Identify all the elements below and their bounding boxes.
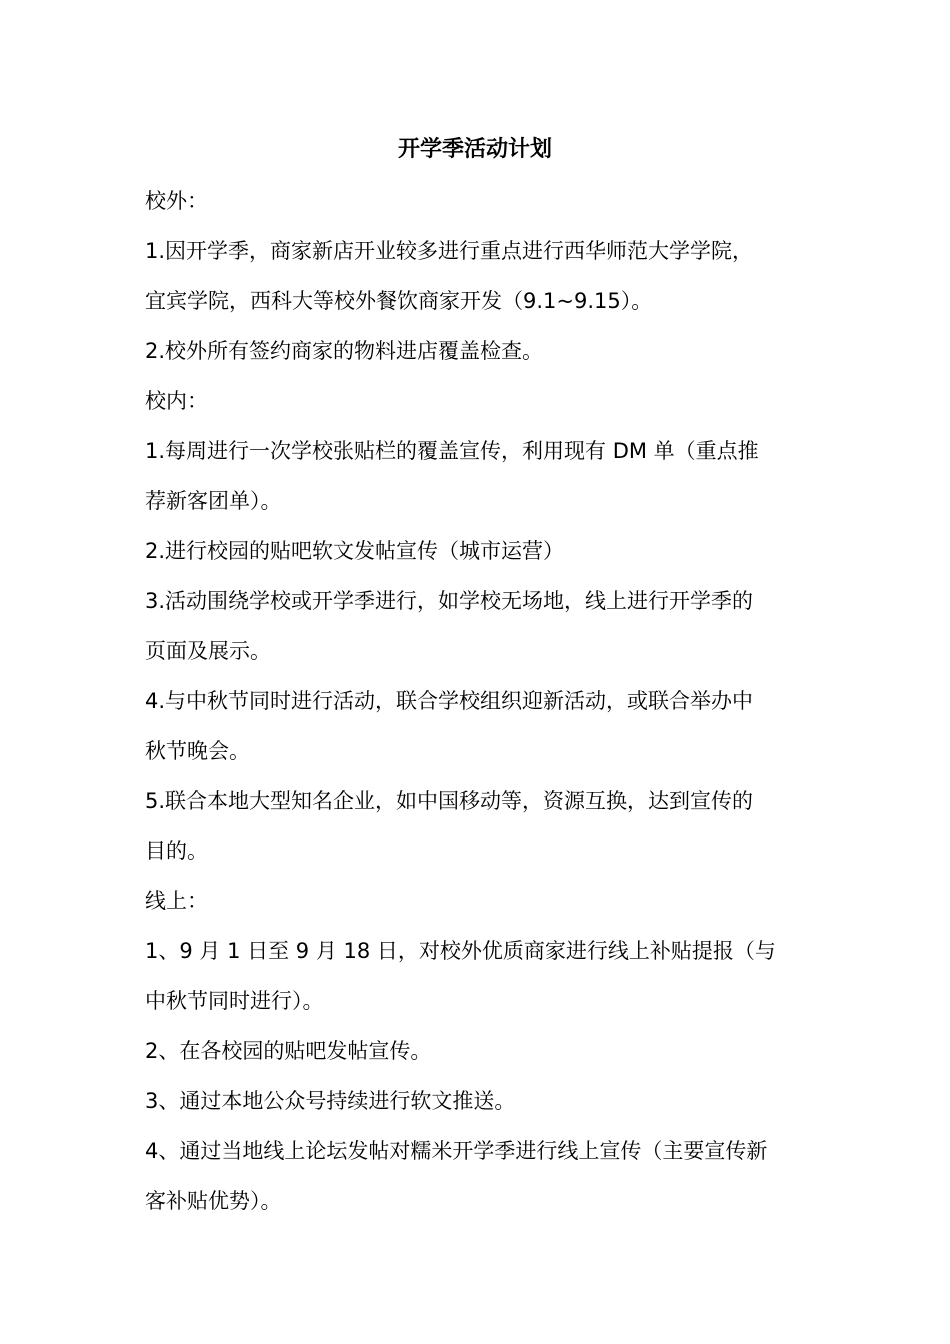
text-line: 3.活动围绕学校或开学季进行，如学校无场地，线上进行开学季的 [145, 589, 754, 613]
text-line: 5.联合本地大型知名企业，如中国移动等，资源互换，达到宣传的 [145, 789, 754, 813]
text-line: 2、在各校园的贴吧发帖宣传。 [145, 1039, 432, 1063]
text-line: 4.与中秋节同时进行活动，联合学校组织迎新活动，或联合举办中 [145, 689, 754, 713]
document-title: 开学季活动计划 [397, 137, 552, 162]
text-line: 秋节晚会。 [145, 739, 250, 763]
text-line: 客补贴优势）。 [145, 1189, 282, 1213]
text-line: 荐新客团单）。 [145, 489, 282, 513]
section-heading-on-campus: 校内： [145, 389, 208, 413]
text-line: 1、9 月 1 日至 9 月 18 日，对校外优质商家进行线上补贴提报（与 [145, 939, 776, 963]
text-line: 2.进行校园的贴吧软文发帖宣传（城市运营） [145, 539, 565, 563]
text-line: 2.校外所有签约商家的物料进店覆盖检查。 [145, 339, 544, 363]
text-line: 目的。 [145, 839, 208, 863]
text-line: 1.每周进行一次学校张贴栏的覆盖宣传，利用现有 DM 单（重点推 [145, 439, 759, 463]
section-heading-online: 线上： [145, 889, 208, 913]
text-line: 页面及展示。 [145, 639, 271, 663]
text-line: 3、通过本地公众号持续进行软文推送。 [145, 1089, 516, 1113]
text-line: 4、通过当地线上论坛发帖对糯米开学季进行线上宣传（主要宣传新 [145, 1139, 768, 1163]
section-heading-off-campus: 校外： [145, 189, 208, 213]
text-line: 宜宾学院，西科大等校外餐饮商家开发（9.1~9.15）。 [145, 289, 653, 313]
text-line: 中秋节同时进行）。 [145, 989, 324, 1013]
document-body [145, 182, 815, 1232]
text-line: 1.因开学季，商家新店开业较多进行重点进行西华师范大学学院， [145, 239, 754, 263]
